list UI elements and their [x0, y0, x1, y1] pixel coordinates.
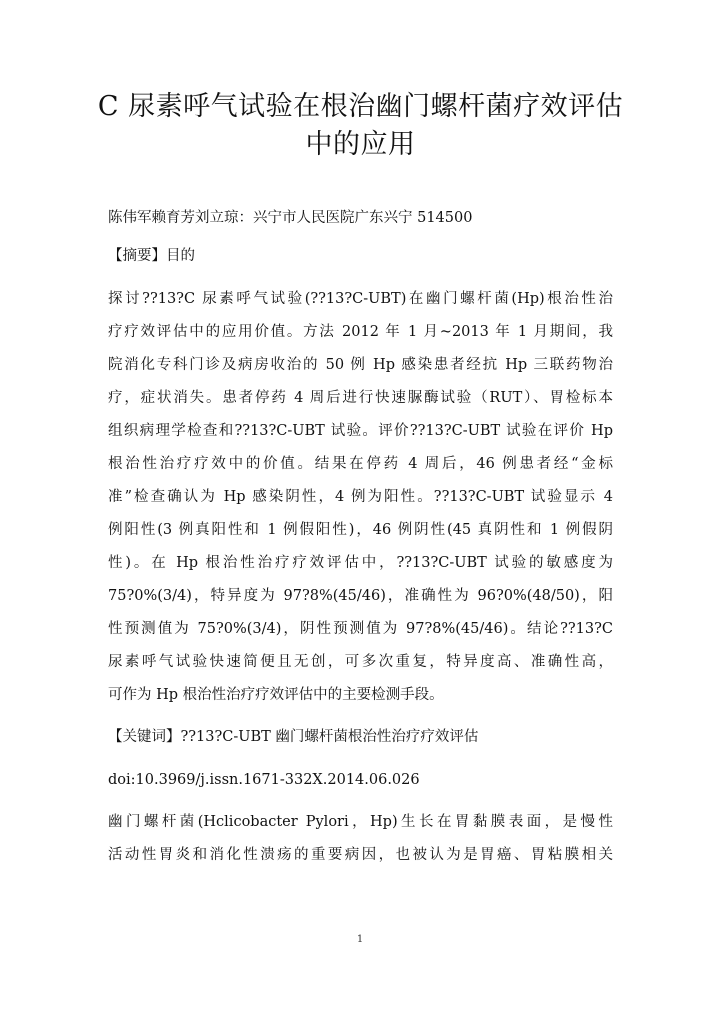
abstract-line: 性预测值为 75?0%(3/4)，阴性预测值为 97?8%(45/46)。结论??13?C: [108, 621, 613, 637]
abstract-line: 探讨??13?C 尿素呼气试验(??13?C-UBT)在幽门螺杆菌(Hp)根治性治: [108, 291, 613, 307]
abstract-line: 可作为 Hp 根治性治疗疗效评估中的主要检测手段。: [108, 687, 444, 703]
abstract-line: 疗疗效评估中的应用价值。方法 2012 年 1 月~2013 年 1 月期间，我: [108, 324, 613, 340]
abstract-line: 院消化专科门诊及病房收治的 50 例 Hp 感染患者经抗 Hp 三联药物治: [108, 357, 613, 373]
body-paragraph-line: 幽门螺杆菌(Hclicobacter Pylori，Hp)生长在胃黏膜表面，是慢性: [108, 814, 613, 830]
abstract-line: 例阳性(3 例真阳性和 1 例假阳性)，46 例阴性(45 真阴性和 1 例假阴: [108, 522, 613, 538]
page-number: 1: [356, 934, 364, 945]
abstract-line: 性)。在 Hp 根治性治疗疗效评估中，??13?C-UBT 试验的敏感度为: [108, 555, 613, 571]
abstract-line: 疗，症状消失。患者停药 4 周后进行快速脲酶试验（RUT）、胃检标本: [108, 390, 613, 406]
abstract-heading: 【摘要】目的: [108, 248, 195, 264]
abstract-line: 根治性治疗疗效中的价值。结果在停药 4 周后，46 例患者经“金标: [108, 456, 613, 472]
author-affiliation: 陈伟军赖育芳刘立琼：兴宁市人民医院广东兴宁 514500: [108, 210, 473, 226]
document-title-line-2: 中的应用: [305, 129, 416, 160]
keywords-line: 【关键词】??13?C-UBT 幽门螺杆菌根治性治疗疗效评估: [108, 729, 479, 745]
document-title-line-1: C 尿素呼气试验在根治幽门螺杆菌疗效评估: [97, 91, 624, 122]
abstract-line: 组织病理学检查和??13?C-UBT 试验。评价??13?C-UBT 试验在评价 Hp: [108, 423, 613, 439]
abstract-line: 准”检查确认为 Hp 感染阴性，4 例为阳性。??13?C-UBT 试验显示 4: [108, 489, 613, 505]
abstract-line: 尿素呼气试验快速简便且无创，可多次重复，特异度高、准确性高，: [108, 654, 613, 670]
doi-line: doi:10.3969/j.issn.1671-332X.2014.06.026: [108, 772, 420, 788]
abstract-line: 75?0%(3/4)，特异度为 97?8%(45/46)，准确性为 96?0%(48/50)，阳: [108, 588, 613, 604]
body-paragraph-line: 活动性胃炎和消化性溃疡的重要病因，也被认为是胃癌、胃粘膜相关: [108, 847, 613, 863]
